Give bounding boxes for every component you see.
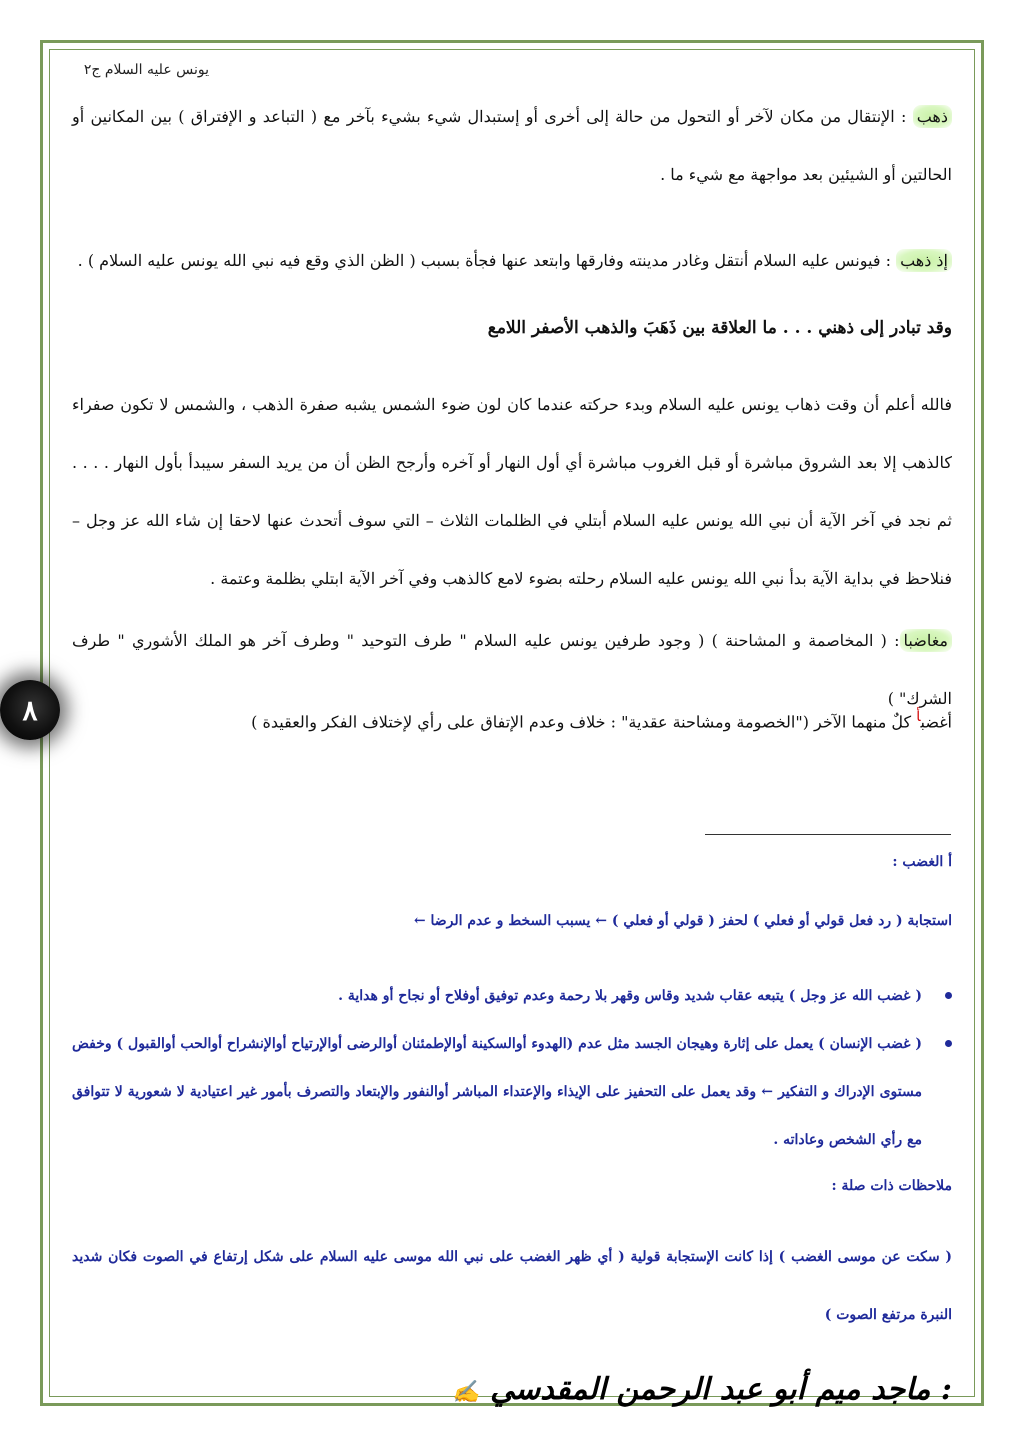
list-item xyxy=(72,1020,952,1164)
section-title: وقد تبادر إلى ذهني . . . ما العلاقة بين ذَهَبَ والذهب الأصفر اللامع xyxy=(487,318,952,338)
footnote-divider xyxy=(705,834,951,835)
pen-icon: ✍ xyxy=(452,1379,480,1405)
ghadab-text: كلٌ منهما الآخر ("الخصومة ومشاحنة عقدية" : خلاف وعدم الإتفاق على رأي لإختلاف الفكر والعقيدة ) xyxy=(251,712,917,732)
definition-text: : ( المخاصمة و المشاحنة ) ( وجود طرفين يونس عليه السلام " طرف التوحيد " وطرف آخر هو الملك الأشوري " طرف الشرك" ) xyxy=(72,631,952,708)
list-item xyxy=(72,972,952,1020)
bullet-icon xyxy=(945,1040,952,1047)
notes-paragraph: ( سكت عن موسى الغضب ) إذا كانت الإستجابة قولية ( أي ظهر الغضب على نبي الله موسى عليه السلام على شكل إرتفاع في الصوت فكان شديد النبرة مرتفع الصوت ) xyxy=(72,1249,952,1323)
author-signature xyxy=(452,1372,952,1407)
page-header: يونس عليه السلام ج٢ xyxy=(83,62,209,78)
term-highlight: مغاضبا xyxy=(900,629,952,652)
definition-dhahaba xyxy=(72,88,952,204)
bullet-text: ( غضب الله عز وجل ) يتبعه عقاب شديد وقاس وقهر بلا رحمة وعدم توفيق أوفلاح أو نجاح أو هداية . xyxy=(338,988,922,1004)
definition-text: : الإنتقال من مكان لآخر أو التحول من حالة إلى أخرى أو إستبدال شيء بشيء بآخر مع ( التباعد و الإفتراق ) بين المكانين أو الحالتين أو الشيئين بعد مواجهة مع شيء ما . xyxy=(72,107,952,184)
notes-title: ملاحظات ذات صلة : xyxy=(831,1178,952,1194)
section-paragraph: فالله أعلم أن وقت ذهاب يونس عليه السلام وبدء حركته عندما كان لون ضوء الشمس يشبه صفرة الذهب ، والشمس لا تكون صفراء كالذهب إلا بعد الشروق مباشرة أو قبل الغروب مباشرة أي أول النهار أو آخره وأرجح الظن أن من يريد السفر سيبدأ بأول النهار . . . . ثم نجد في آخر الآية أن نبي الله يونس عليه السلام أبتلي في الظلمات الثلاث – التي سوف أتحدث عنها لاحقا إن شاء الله عز وجل – فنلاحظ في بداية الآية بدأ نبي الله يونس عليه السلام رحلته بضوء لامع كالذهب وفي آخر الآية ابتلي بظلمة وعتمة . xyxy=(72,395,952,588)
definition-idh-dhahaba xyxy=(72,232,952,290)
ghadab-line xyxy=(72,688,952,751)
bullet-text: ( غضب الإنسان ) يعمل على إثارة وهيجان الجسد مثل عدم (الهدوء أوالسكينة أوالإطمئنان أوالرضى أوالإرتياح أوالإنشراح أوالحب أوالقبول ) وخفض مستوى الإدراك و التفكير ← وقد يعمل على التحفيز على الإيذاء والإعتداء المباشر أوالنفور والإبتعاد والتصرف بأمور غير اعتيادية لا شعورية لا تتوافق مع رأي الشخص وعاداته . xyxy=(72,1036,922,1148)
ghadab-prefix: أغضب xyxy=(920,712,952,732)
footnote-bullets xyxy=(72,972,952,1164)
footnote-title: أ الغضب : xyxy=(892,854,952,870)
bullet-icon xyxy=(945,992,952,999)
definition-text: : فيونس عليه السلام أنتقل وغادر مدينته وفارقها وابتعد عنها فجأة بسبب ( الظن الذي وقع فيه نبي الله يونس عليه السلام ) . xyxy=(77,251,897,270)
footnote-marker[interactable]: أ xyxy=(916,709,921,725)
term-highlight: إذ ذهب xyxy=(896,249,952,272)
signature-text: : ماجد ميم أبو عبد الرحمن المقدسي xyxy=(490,1372,952,1407)
term-highlight: ذهب xyxy=(913,105,952,128)
footnote-definition: استجابة ( رد فعل قولي أو فعلي ) لحفز ( قولي أو فعلي ) ← يسبب السخط و عدم الرضا ← xyxy=(413,913,952,929)
page-number-badge: ٨ xyxy=(0,680,60,740)
